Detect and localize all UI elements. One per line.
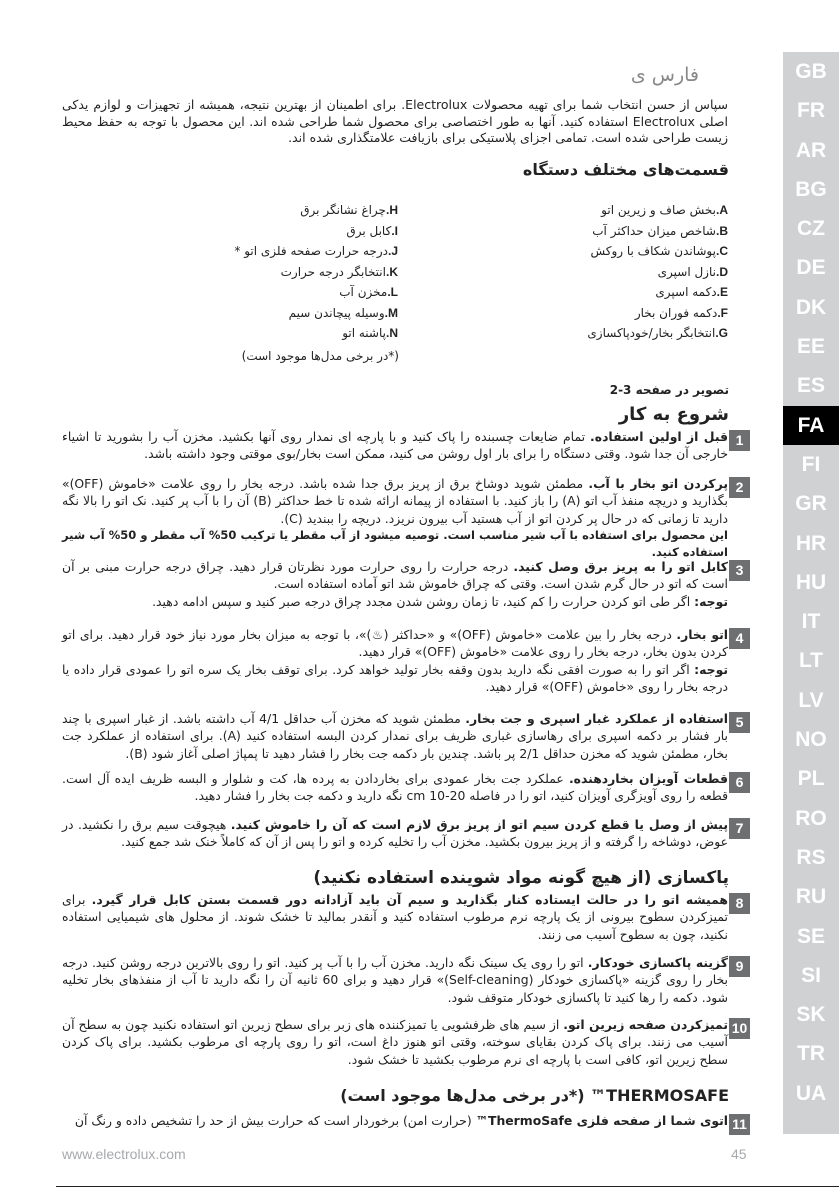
step-body: درجه بخار را بین علامت «خاموش (OFF)» و «حداکثر (♨)»، با توجه به میزان بخار مورد نیاز خود قرار دهید. برای اتو کردن بدون بخار، درجه بخار را روی علامت «خاموش (OFF)» قرار دهید. — [62, 627, 728, 660]
step-body: مطمئن شوید که مخزن آب حداقل 4/1 آب داشته باشد. از غبار اسپری با چند بار فشار بر دکمه اسپری برای رهاسازی غباری ظریف برای نمدار کردن البسه استفاده کنید (A). برای استفاده از عملکرد جت بخار، مطمئن شوید که مخزن حداقل 2/1 پر باشد. چندین بار دکمه جت بخار را فشار دهید تا پمپاژ اصلی آغاز شود (B). — [62, 711, 728, 761]
intro-paragraph: سپاس از حسن انتخاب شما برای تهیه محصولات Electrolux. برای اطمینان از بهترین نتیجه، همیشه از تجهیزات و لوازم یدکی اصلی Electrolux استفاده کنید. آنها به طور اختصاصی برای محصول شما طراحی شده اند. این محصول با توجه به حفظ محیط زیست طراحی شده است. تمامی اجزای پلاستیکی برای بازیافت علامتگذاری شده اند. — [62, 97, 728, 145]
language-tab-de[interactable]: DE — [796, 256, 826, 280]
language-tab-cz[interactable]: CZ — [797, 217, 825, 241]
language-tab-ru[interactable]: RU — [795, 885, 827, 909]
note-text: اگر طی اتو کردن حرارت را کم کنید، تا زمان روشن شدن مجدد چراق درجه صبر کنید و سپس ادامه دهید. — [152, 593, 695, 609]
part-label: انتخابگر درجه حرارت — [280, 264, 386, 279]
step-lead: اتو بخار. — [676, 627, 728, 642]
step-number: 2 — [729, 477, 750, 498]
language-tab-pl[interactable]: PL — [797, 767, 825, 791]
language-tab-fr[interactable]: FR — [797, 99, 825, 123]
parts-note: (*در برخی مدل‌ها موجود است) — [241, 349, 399, 363]
language-tab-fa[interactable]: FA — [783, 406, 839, 445]
part-label: نازل اسپری — [657, 264, 716, 279]
step-number: 1 — [729, 430, 750, 451]
step-number: 6 — [729, 772, 750, 793]
part-item — [528, 323, 728, 344]
part-label: پاشنه اتو — [342, 326, 386, 340]
step-body: برای تمیزکردن سطوح بیرونی از یک پارچه نرم مرطوب استفاده کنید و آنقدر بمالید تا خشک شوند. از محلول های شیمیایی استفاده نکنید، چون به سطوح آسیب می زنند. — [62, 892, 728, 942]
step-lead: گزینه پاکسازی خودکار. — [587, 955, 728, 970]
note-text: اگر اتو را به صورت افقی نگه دارید بدون وقفه بخار تولید خواهد کرد. برای توقف بخار یک سره اتو را عمودی قرار داده یا درجه بخار را روی «خاموش (OFF)» قرار دهید. — [62, 661, 728, 694]
part-label: مخزن آب — [339, 285, 388, 299]
step-text — [62, 710, 728, 762]
language-tab-si[interactable]: SI — [801, 963, 821, 987]
part-key: M. — [384, 305, 398, 320]
step-number: 8 — [729, 893, 750, 914]
part-key: J. — [387, 244, 398, 258]
part-key: D. — [715, 264, 728, 279]
step-lead: پیش از وصل یا قطع کردن سیم اتو از پریز برق لازم است که آن را خاموش کنید. — [230, 817, 728, 832]
step-number: 9 — [729, 956, 750, 977]
cleaning-heading: پاکسازی (از هیچ گونه مواد شوینده استفاده نکنید) — [313, 868, 729, 888]
language-tab-lv[interactable]: LV — [798, 688, 824, 712]
part-label: وسیله پیچاندن سیم — [288, 305, 385, 320]
part-label: چراغ نشانگر برق — [300, 203, 386, 217]
bottom-rule — [56, 1186, 839, 1187]
step-body: درجه حرارت را روی حرارت مورد نظرتان قرار دهید. چراق درجه حرارت مبنی بر آن است که اتو در حال گرم شدن است. وقتی که چراق خاموش شد اتو آماده استفاده است. — [62, 559, 728, 592]
language-tab-bg[interactable]: BG — [795, 177, 827, 201]
step-body: اتو را روی یک سینک نگه دارید. مخزن آب را با آب پر کنید. اتو را روی بالاترین درجه روشن کنید. درجه بخار را روی گزینه «پاکسازی خودکار (Self-cleaning)» قرار دهید و برای 60 ثانیه آن را نگه دارید تا آب از منفذهای بخار تخلیه شود. دکمه را رها کنید تا پاکسازی خودکار متوقف شود. — [62, 955, 728, 1005]
language-tab-tr[interactable]: TR — [797, 1042, 825, 1066]
step-text — [62, 428, 728, 463]
step-lead: اتوی شما از صفحه فلزی ThermoSafe™ — [475, 1113, 728, 1128]
part-label: درجه حرارت صفحه فلزی اتو * — [234, 244, 388, 258]
part-key: B. — [715, 223, 728, 238]
start-heading: شروع به کار — [618, 404, 729, 425]
page-title: فارس ی — [630, 64, 699, 86]
step-lead: استفاده از عملکرد غبار اسپری و جت بخار. — [465, 711, 728, 726]
figure-reference: تصویر در صفحه 3-2 — [609, 383, 729, 397]
parts-list-right — [528, 200, 728, 344]
language-tab-hu[interactable]: HU — [795, 570, 827, 594]
step-body: مطمئن شوید دوشاخ برق از پریز برق جدا شده باشد. درجه بخار را روی علامت «خاموش (OFF)» بگذارید و دریچه منفذ آب اتو (A) را باز کنید. با استفاده از پیمانه ارائه شده تا خط حداکثر (B) آن را با آب پر کنید. نک اتو را بالا نگه دارید تا زمانی که در حال پر کردن اتو از آب هستید آب بیرون نریزد. دریچه را ببندید (C). — [62, 476, 729, 526]
step-lead: تمیزکردن صفحه زیرین اتو. — [563, 1017, 728, 1032]
parts-heading: قسمت‌های مختلف دستگاه — [522, 160, 729, 179]
note-label: توجه: — [694, 661, 728, 677]
language-tab-ee[interactable]: EE — [796, 335, 825, 359]
language-tab-sk[interactable]: SK — [796, 1003, 826, 1027]
part-label: انتخابگر بخار/خودپاکسازی — [587, 326, 716, 340]
part-key: I. — [391, 223, 398, 238]
step-number: 4 — [729, 628, 750, 649]
language-tab-se[interactable]: SE — [796, 924, 825, 948]
part-item — [198, 200, 398, 221]
part-item — [528, 221, 728, 242]
parts-list-left — [198, 200, 398, 344]
part-label: بخش صاف و زیرین اتو — [601, 203, 716, 217]
footer-url: www.electrolux.com — [62, 1146, 186, 1162]
note-label: توجه: — [694, 593, 728, 609]
step-lead: قبل از اولین استفاده. — [590, 429, 728, 444]
part-item — [198, 241, 398, 262]
step-lead: همیشه اتو را در حالت ایستاده کنار بگذارید و سیم آن باید آزادانه دور قسمت بستن کابل قرار گیرد. — [91, 892, 728, 907]
part-item — [198, 282, 398, 303]
step-body: از سیم های ظرفشویی یا تمیزکننده های زبر برای سطح زیرین اتو استفاده نکنید چون به سطح آن آسیب می زنند. برای پاک کردن بقایای سوخته، وقتی اتو هنوز داغ است، اتو را روی پارچه ای مرطوب بکشید. برای پاک کردن سطح زیرین اتو، کافی است با پارچه ای نرم مرطوب بکشید تا خشک شود. — [62, 1017, 728, 1067]
part-label: دکمه اسپری — [655, 285, 717, 299]
language-tab-hr[interactable]: HR — [795, 531, 827, 555]
part-label: شاخص میزان حداکثر آب — [592, 223, 716, 238]
step-lead: پرکردن اتو بخار با آب. — [588, 476, 728, 491]
part-item — [528, 282, 728, 303]
step-number: 7 — [729, 818, 750, 839]
step-lead: کابل اتو را به پریز برق وصل کنید. — [513, 559, 729, 574]
step-lead: قطعات آویزان بخاردهنده. — [568, 771, 728, 786]
part-label: کابل برق — [346, 223, 392, 238]
step-body: عملکرد جت بخار عمودی برای بخاردادن به پرده ها، کت و شلوار و البسه ظریف ایده آل است. قطعه را روی آویزگری آویزان کنید، اتو را در فاصله 20-10 cm نگه دارید و دکمه جت بخار را فشار دهید. — [62, 771, 728, 804]
step-note — [62, 661, 728, 696]
step-text — [62, 954, 728, 1006]
language-tab-es[interactable]: ES — [796, 374, 825, 398]
language-tab-gb[interactable]: GB — [795, 60, 827, 83]
part-key: N. — [385, 326, 398, 340]
step-text — [62, 891, 728, 943]
step-text — [62, 1112, 728, 1129]
part-label: دکمه فوران بخار — [634, 305, 718, 320]
part-item — [198, 323, 398, 344]
part-key: L. — [387, 285, 398, 299]
thermosafe-heading: THERMOSAFE™ (*در برخی مدل‌ها موجود است) — [340, 1086, 729, 1105]
part-item — [528, 200, 728, 221]
part-key: E. — [716, 285, 728, 299]
page-number: 45 — [731, 1146, 747, 1162]
step-text — [62, 475, 728, 561]
part-label: پوشاندن شکاف با روکش — [590, 244, 716, 258]
language-tab-rs[interactable]: RS — [796, 845, 826, 869]
part-key: F. — [717, 305, 728, 320]
part-item — [198, 221, 398, 242]
language-tabs — [783, 52, 839, 1134]
language-tab-dk[interactable]: DK — [795, 295, 827, 319]
language-tab-gr[interactable]: GR — [795, 492, 827, 516]
part-item — [528, 303, 728, 324]
language-tab-ua[interactable]: UA — [795, 1081, 827, 1105]
language-tab-fi[interactable]: FI — [801, 452, 821, 476]
step-number: 11 — [729, 1114, 750, 1135]
part-key: A. — [715, 203, 728, 217]
language-tab-ro[interactable]: RO — [795, 806, 827, 830]
step-body: (حرارت امن) برخوردار است که حرارت بیش از حد را تشخیص داده و رنگ آن — [74, 1113, 476, 1128]
part-item — [528, 241, 728, 262]
step-text — [62, 1016, 728, 1068]
step-note — [62, 593, 728, 610]
part-key: K. — [385, 264, 398, 279]
language-tab-no[interactable]: NO — [795, 728, 827, 752]
step-number: 5 — [729, 712, 750, 733]
step-number: 3 — [729, 560, 750, 581]
step-text — [62, 816, 728, 851]
step-highlight: این محصول برای استفاده با آب شیر مناسب است. توصیه میشود از آب مقطر یا ترکیب 50% آب مقطر و 50% آب شیر استفاده کنید. — [62, 527, 728, 560]
step-body: هیچوقت سیم برق را نکشید. در عوض، دوشاخه را گرفته و از پریز بیرون بکشید. مخزن آب را تخلیه کرده و اتو را پس از آن که کاملاً خنک شد جمع کنید. — [62, 817, 728, 850]
part-item — [198, 262, 398, 283]
step-text — [62, 558, 728, 610]
language-tab-ar[interactable]: AR — [795, 138, 827, 162]
part-item — [528, 262, 728, 283]
part-key: G. — [715, 326, 728, 340]
language-tab-it[interactable]: IT — [801, 610, 821, 634]
step-body: تمام ضایعات چسبنده را پاک کنید و با پارچه ای نمدار روی آنها بکشید. مخزن آب را بشورید تا اشیاء خارجی آن جدا شود. وقتی دستگاه را برای بار اول روشن می کنید، ممکن است بخار/بوی موقتی وجود داشته باشد. — [62, 429, 728, 462]
part-key: H. — [385, 203, 398, 217]
part-key: C. — [715, 244, 728, 258]
step-text — [62, 626, 728, 695]
part-item — [198, 303, 398, 324]
language-tab-lt[interactable]: LT — [798, 649, 824, 673]
step-text — [62, 770, 728, 805]
step-number: 10 — [729, 1018, 750, 1039]
